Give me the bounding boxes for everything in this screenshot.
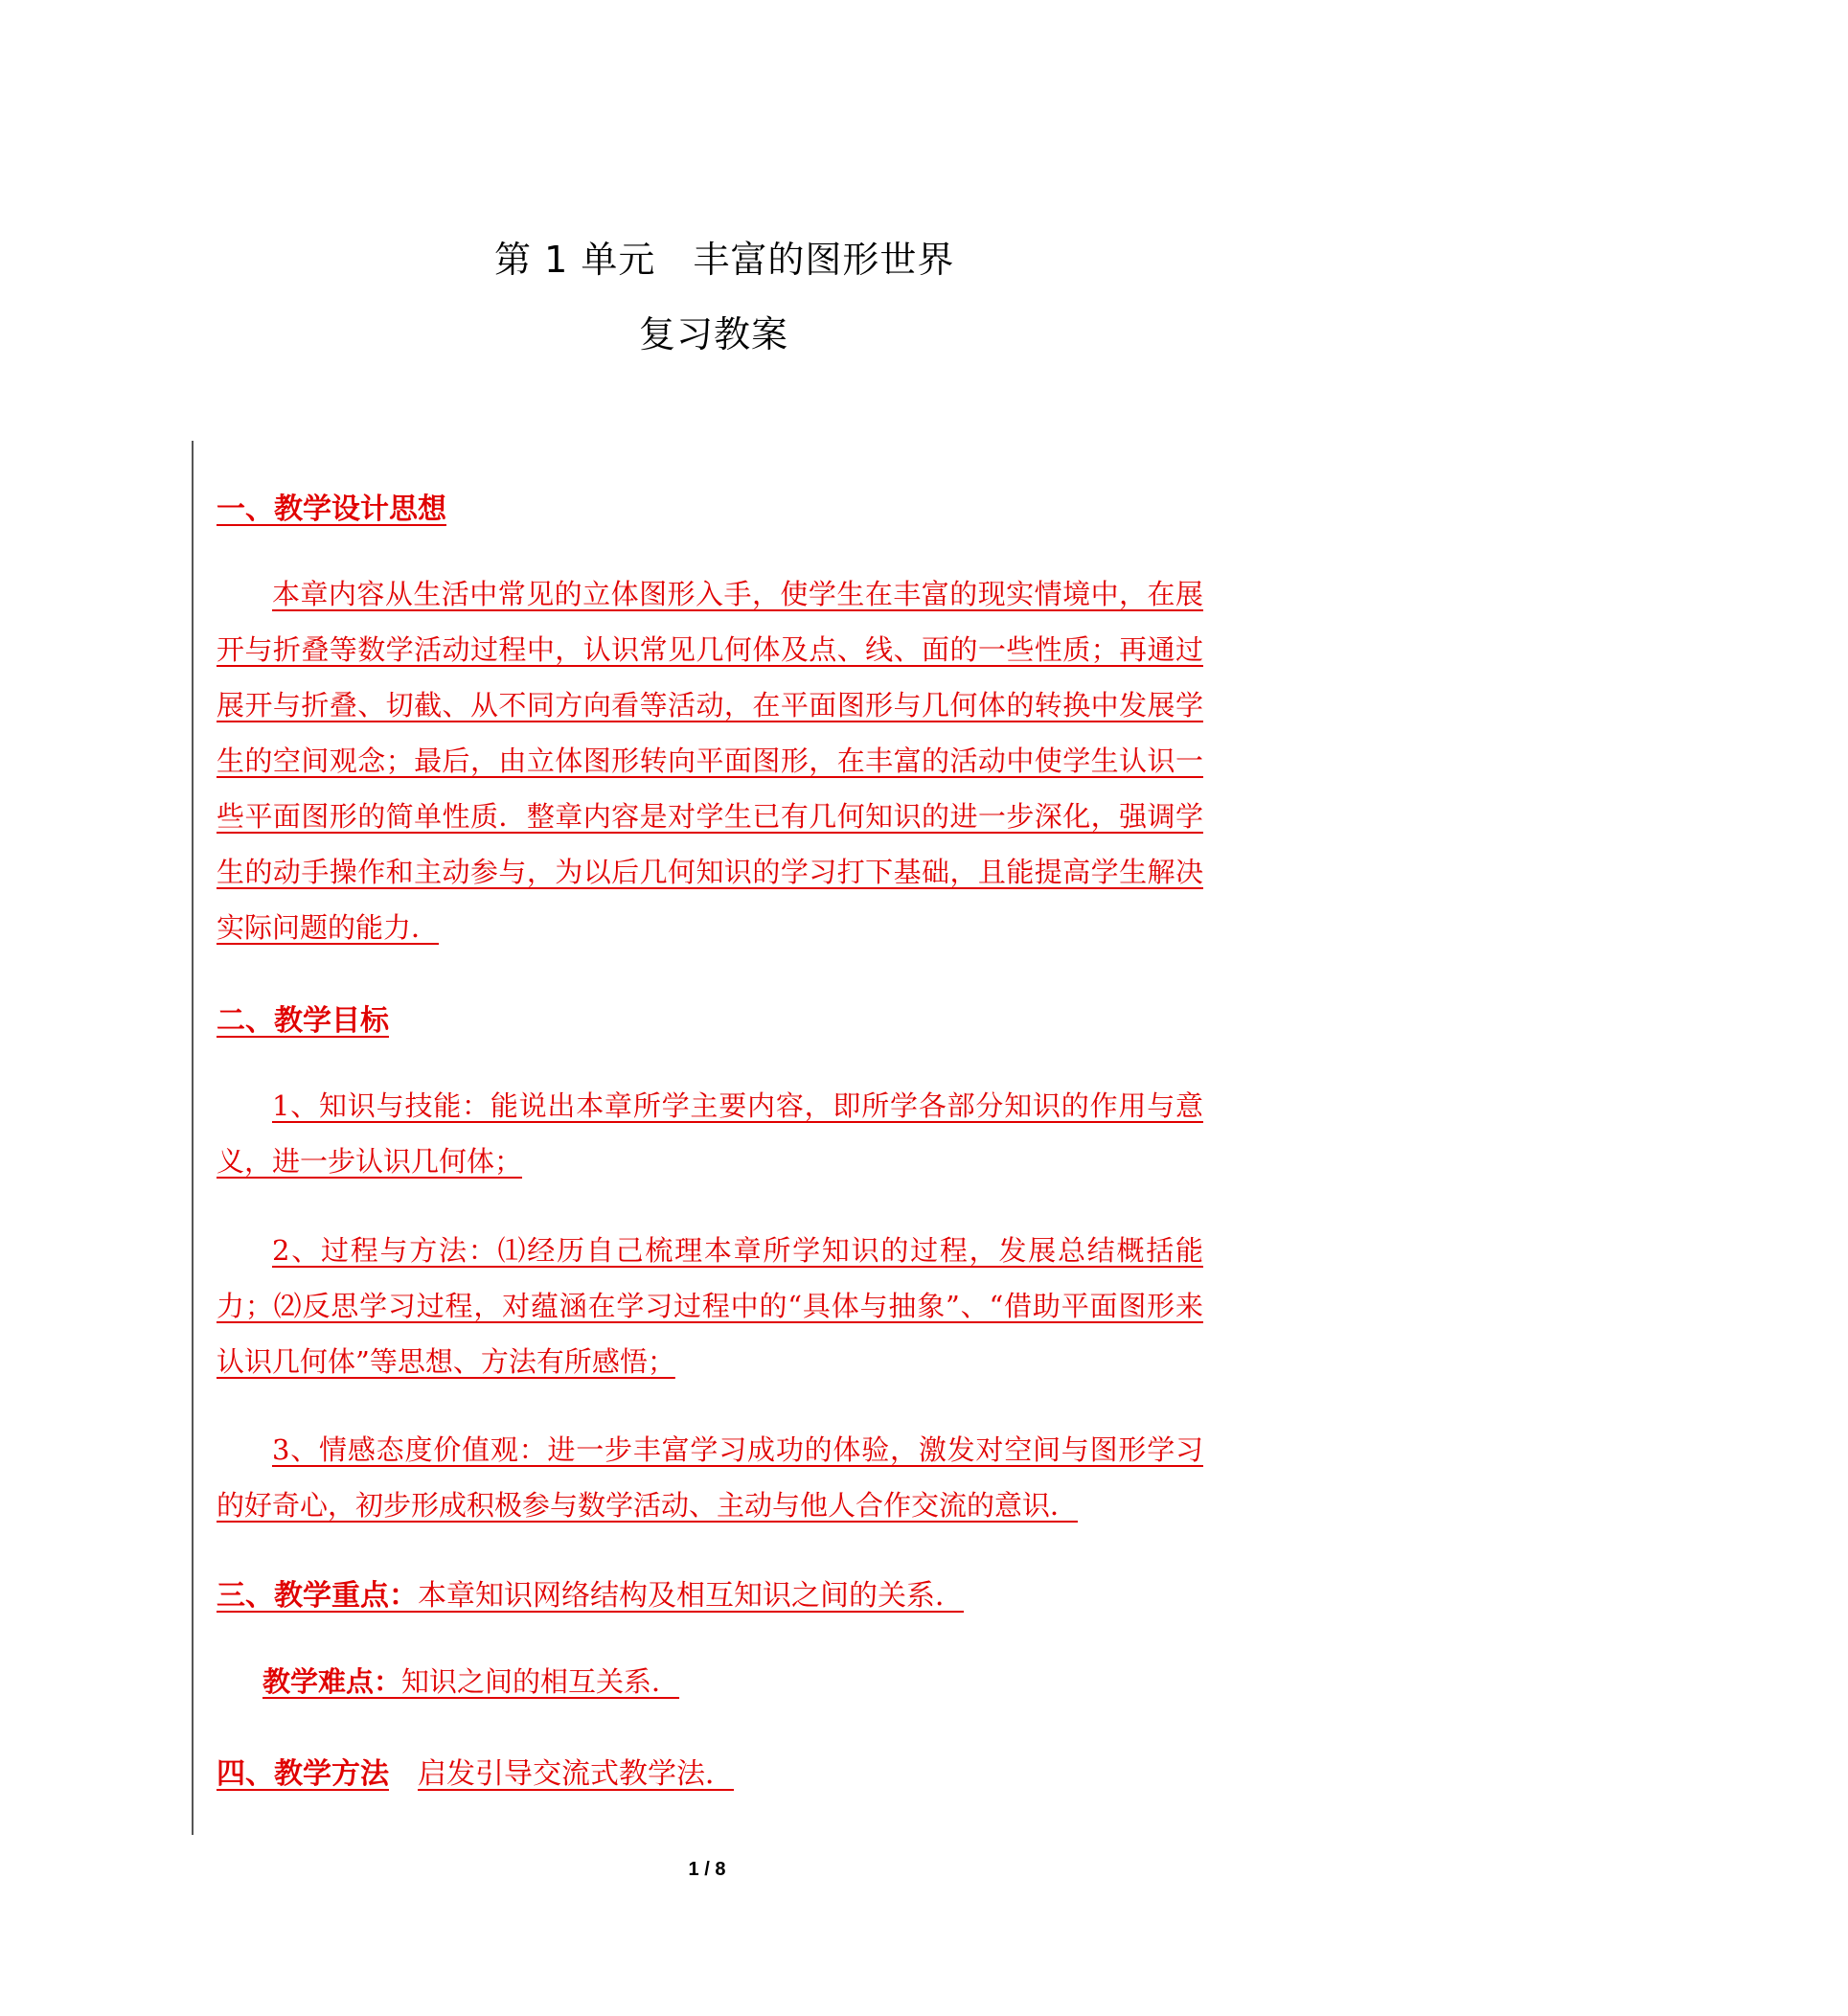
difficulty-label: 教学难点： bbox=[262, 1665, 402, 1698]
section1-paragraph: 本章内容从生活中常见的立体图形入手，使学生在丰富的现实情境中，在展开与折叠等数学活动过程中，认识常见几何体及点、线、面的一些性质；再通过展开与折叠、切截、从不同方向看等活动，在平面图形与几何体的转换中发展学生的空间观念；最后，由立体图形转向平面图形，在丰富的活动中使学生认识一些平面图形的简单性质．整章内容是对学生已有几何知识的进一步深化，强调学生的动手操作和主动参与，为以后几何知识的学习打下基础，且能提高学生解决实际问题的能力． bbox=[217, 578, 1203, 944]
page-number: 1 / 8 bbox=[688, 1859, 726, 1880]
section3-text: 本章知识网络结构及相互知识之间的关系． bbox=[418, 1579, 964, 1613]
page-title: 第 1 单元 丰富的图形世界 bbox=[494, 239, 955, 281]
section4-heading: 四、教学方法 bbox=[217, 1757, 389, 1791]
section4-text: 启发引导交流式教学法． bbox=[418, 1757, 734, 1791]
section2-heading: 二、教学目标 bbox=[217, 1004, 389, 1038]
left-margin-rule bbox=[192, 441, 194, 1835]
difficulty-row bbox=[262, 1661, 679, 1700]
section4-row bbox=[217, 1750, 734, 1792]
page-subtitle: 复习教案 bbox=[639, 313, 789, 355]
section3-row bbox=[217, 1571, 964, 1614]
objective-item-3: 3、情感态度价值观：进一步丰富学习成功的体验，激发对空间与图形学习的好奇心，初步形成积极参与数学活动、主动与他人合作交流的意识． bbox=[217, 1433, 1203, 1522]
difficulty-text: 知识之间的相互关系． bbox=[401, 1665, 680, 1698]
section3-heading: 三、教学重点： bbox=[217, 1579, 418, 1613]
objective-item-1: 1、知识与技能：能说出本章所学主要内容，即所学各部分知识的作用与意义，进一步认识几何体； bbox=[217, 1089, 1203, 1178]
objective-item-2: 2、过程与方法：⑴经历自己梳理本章所学知识的过程，发展总结概括能力；⑵反思学习过程，对蕴涵在学习过程中的“具体与抽象”、“借助平面图形来认识几何体”等思想、方法有所感悟； bbox=[217, 1234, 1203, 1378]
section1-heading: 一、教学设计思想 bbox=[217, 493, 446, 526]
